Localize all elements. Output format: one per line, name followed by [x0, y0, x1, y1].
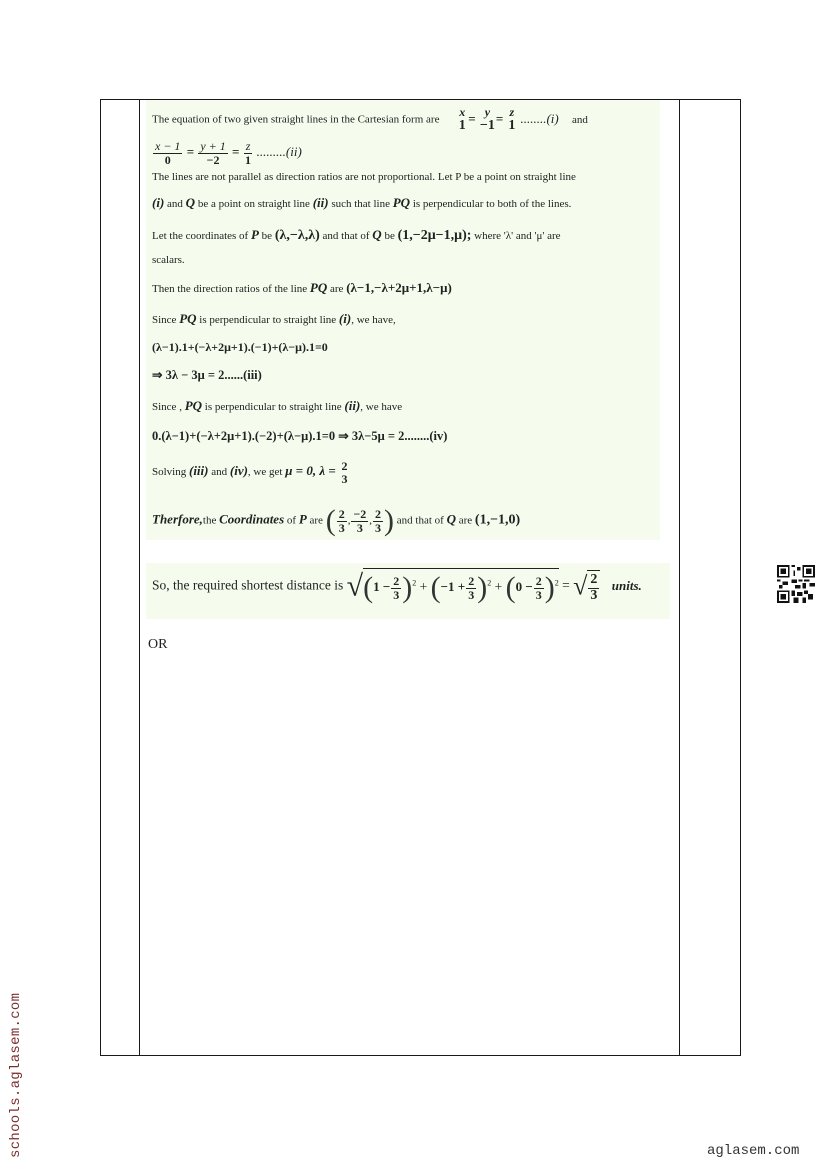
- or-separator: OR: [148, 637, 168, 652]
- line-text: The equation of two given straight lines in the Cartesian form are: [152, 113, 440, 126]
- solution-line-14: Therfore,the Coordinates of P are ( $\frac{2}{3}$ , $\frac{-2}{3}$ , $\frac{2}{3}$ ) and that of Q are (1,−1,0): [152, 504, 521, 537]
- solution-line-1: The equation of two given straight lines in the Cartesian form are x 1 = y −1 = z 1 ........(i) and: [152, 105, 588, 133]
- solution-line-10: ⇒ 3λ − 3μ = 2......(iii): [152, 368, 262, 382]
- fraction: $\frac{z}{1}$: [245, 139, 252, 167]
- fraction: $\frac{2}{3}$: [468, 573, 475, 602]
- fraction: $\frac{2}{3}$: [375, 506, 382, 535]
- fraction: $\frac{y + 1}{-2}$: [200, 139, 226, 167]
- column-divider-right: [679, 100, 680, 1055]
- fraction: x 1: [458, 105, 466, 133]
- solution-line-9: (λ−1).1+(−λ+2μ+1).(−1)+(λ−μ).1=0: [152, 340, 328, 354]
- fraction: 2 3: [341, 459, 348, 486]
- solution-line-13: Solving (iii) and (iv), we get μ = 0, λ = 2 3: [152, 459, 348, 486]
- fraction: $\frac{2}{3}$: [338, 506, 345, 535]
- fraction: $\frac{x - 1}{0}$: [155, 139, 181, 167]
- fraction: z 1: [508, 105, 516, 133]
- watermark-right: aglasem.com: [707, 1143, 800, 1159]
- solution-line-3: The lines are not parallel as direction ratios are not proportional. Let P be a point on straight line: [152, 171, 576, 183]
- solution-line-7: Then the direction ratios of the line PQ are (λ−1,−λ+2μ+1,λ−μ): [152, 280, 452, 295]
- column-divider-left: [139, 100, 140, 1055]
- fraction: $\frac{2}{3}$: [590, 571, 598, 603]
- qr-code-icon: [777, 565, 815, 603]
- distance-text: So, the required shortest distance is: [152, 577, 344, 593]
- radicand: (1 − $\frac{2}{3}$ )$^2$ + (−1 + $\frac{2}{3}$ )$^2$ + (0 − $\frac{2}{3}$ )$^2$: [363, 568, 559, 605]
- fraction: $\frac{2}{3}$: [393, 573, 400, 602]
- fraction: $\frac{2}{3}$: [535, 573, 542, 602]
- shortest-distance-line: So, the required shortest distance is √(1 − $\frac{2}{3}$ )$^2$ + (−1 + $\frac{2}{3}$ )$^2$ + (0 − $\frac{2}{3}$ )$^2$ = √ $\frac{2}{3}$ units.: [152, 569, 642, 604]
- solution-line-2: $\frac{x - 1}{0}$ = $\frac{y + 1}{-2}$ = $\frac{z}{1}$ .........(ii): [155, 139, 302, 167]
- solution-line-6: scalars.: [152, 254, 185, 266]
- solution-line-11: Since , PQ is perpendicular to straight line (ii), we have: [152, 398, 403, 413]
- fraction: $\frac{-2}{3}$: [353, 506, 367, 535]
- solution-line-4: (i) and Q be a point on straight line (ii) such that line PQ is perpendicular to both of the lines.: [152, 195, 572, 210]
- solution-line-12: 0.(λ−1)+(−λ+2μ+1).(−2)+(λ−μ).1=0 ⇒ 3λ−5μ = 2........(iv): [152, 429, 448, 443]
- watermark-left: schools.aglasem.com: [8, 992, 24, 1158]
- fraction: y −1: [479, 105, 495, 133]
- solution-line-8: Since PQ is perpendicular to straight line (i), we have,: [152, 311, 396, 326]
- solution-line-5: Let the coordinates of P be (λ,−λ,λ) and that of Q be (1,−2μ−1,μ); where 'λ' and 'μ' are: [152, 227, 561, 243]
- radical-sign: √: [346, 569, 364, 603]
